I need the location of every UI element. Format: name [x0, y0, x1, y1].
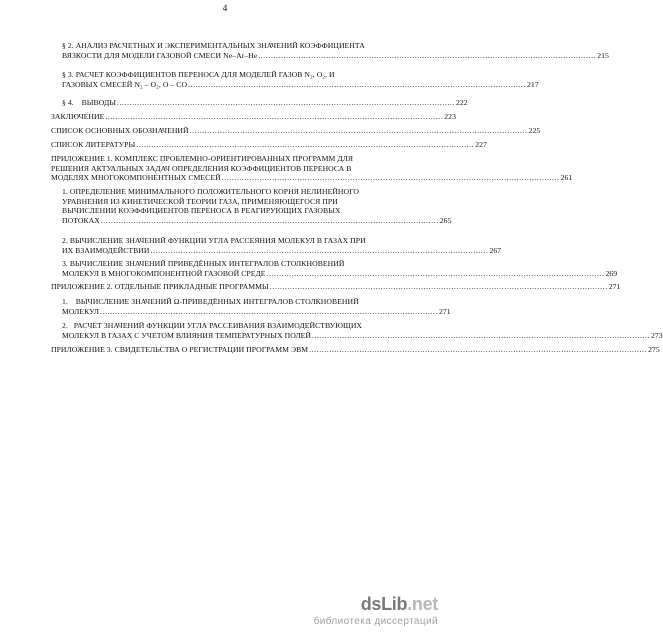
dot-leader: ...................................................................................................................................... — [269, 282, 608, 291]
toc-page-number: 227 — [475, 140, 487, 149]
toc-entry-text: 1. ВЫЧИСЛЕНИЕ ЗНАЧЕНИЙ Ω-ПРИВЕДЁННЫХ ИНТЕГРАЛОВ СТОЛКНОВЕНИЙ — [62, 297, 359, 306]
dot-leader: ...................................................................................................................................... — [188, 79, 526, 89]
toc-entry-text: МОДЕЛЯХ МНОГОКОМПОНЕНТНЫХ СМЕСЕЙ — [51, 173, 221, 183]
dot-leader: ...................................................................................................................................... — [136, 140, 475, 149]
dot-leader: ...................................................................................................................................... — [150, 245, 489, 255]
toc-entry-appendix-2 — [51, 282, 621, 292]
toc-entry-text: ПРИЛОЖЕНИЕ 2. ОТДЕЛЬНЫЕ ПРИКЛАДНЫЕ ПРОГРАММЫ — [51, 282, 269, 291]
toc-entry-notation — [51, 126, 541, 136]
toc-entry-text: СПИСОК ОСНОВНЫХ ОБОЗНАЧЕНИЙ — [51, 126, 189, 135]
toc-entry-text: § 4. ВЫВОДЫ — [62, 98, 116, 107]
toc-entry-text: 1. ОПРЕДЕЛЕНИЕ МИНИМАЛЬНОГО ПОЛОЖИТЕЛЬНОГО КОРНЯ НЕЛИНЕЙНОГО — [62, 187, 360, 196]
toc-page-number: 271 — [608, 282, 621, 291]
toc-entry-section-4 — [62, 98, 468, 108]
toc-entry-appendix-3 — [51, 345, 660, 355]
dot-leader: ...................................................................................................................................... — [105, 112, 444, 121]
toc-entry-appendix-1 — [51, 154, 573, 183]
dot-leader: ...................................................................................................................................... — [309, 345, 648, 354]
toc-page-number: 265 — [439, 215, 452, 225]
toc-entry-text: § 3. РАСЧЕТ КОЭФФИЦИЕНТОВ ПЕРЕНОСА ДЛЯ МОДЕЛЕЙ ГАЗОВ N₂, O₂, И — [62, 70, 335, 79]
toc-entry-section-2 — [62, 41, 609, 60]
dot-leader: ...................................................................................................................................... — [258, 50, 597, 60]
toc-entry-text: ПОТОКАХ — [62, 215, 100, 225]
dot-leader: ...................................................................................................................................... — [312, 330, 650, 340]
dot-leader: ...................................................................................................................................... — [189, 126, 528, 135]
watermark-logo[interactable] — [361, 594, 438, 615]
toc-entry-text: ПРИЛОЖЕНИЕ 1. КОМПЛЕКС ПРОБЛЕМНО-ОРИЕНТИРОВАННЫХ ПРОГРАММ ДЛЯ — [51, 154, 354, 163]
watermark-subtitle: библиотека диссертаций — [313, 616, 438, 627]
watermark-logo-suffix: .net — [407, 594, 438, 614]
toc-entry-references — [51, 140, 487, 150]
toc-entry-text: МОЛЕКУЛ — [62, 306, 100, 316]
toc-entry-text: ВЯЗКОСТИ ДЛЯ МОДЕЛИ ГАЗОВОЙ СМЕСИ Ne–Ar–He — [62, 50, 258, 60]
toc-entry-text: ЗАКЛЮЧЕНИЕ — [51, 112, 105, 121]
dot-leader: ...................................................................................................................................... — [100, 215, 439, 225]
toc-entry-appendix-2-item-2 — [62, 321, 663, 340]
toc-page-number: 223 — [444, 112, 456, 121]
toc-entry-text: ГАЗОВЫХ СМЕСЕЙ N₂ – O₂, O – CO — [62, 79, 188, 89]
toc-entry-text: ПРИЛОЖЕНИЕ 3. СВИДЕТЕЛЬСТВА О РЕГИСТРАЦИИ ПРОГРАММ ЭВМ — [51, 345, 309, 354]
watermark-logo-main: dsLib — [360, 594, 408, 614]
toc-entry-text: МОЛЕКУЛ В МНОГОКОМПОНЕНТНОЙ ГАЗОВОЙ СРЕДЕ — [62, 268, 266, 278]
toc-page-number: 261 — [560, 173, 573, 183]
toc-entry-text: ВЫЧИСЛЕНИИ КОЭФФИЦИЕНТОВ ПЕРЕНОСА В РЕАГИРУЮЩИХ ГАЗОВЫХ — [62, 206, 341, 216]
page-number: 4 — [222, 4, 228, 14]
toc-entry-conclusion — [51, 112, 456, 122]
dot-leader: ...................................................................................................................................... — [117, 98, 455, 107]
dot-leader: ...................................................................................................................................... — [221, 173, 560, 183]
toc-page-number: 269 — [605, 268, 618, 278]
toc-page-number: 217 — [526, 79, 539, 89]
toc-page-number: 267 — [489, 245, 502, 255]
toc-page-number: 275 — [648, 345, 660, 354]
toc-page-number: 222 — [455, 98, 468, 107]
toc-entry-appendix-2-item-1 — [62, 297, 451, 316]
toc-page-number: 271 — [438, 306, 451, 316]
toc-entry-appendix-1-item-1 — [62, 187, 452, 225]
toc-entry-text: РЕШЕНИЯ АКТУАЛЬНЫХ ЗАДАЧ ОПРЕДЕЛЕНИЯ КОЭФФИЦИЕНТОВ ПЕРЕНОСА В — [51, 163, 352, 173]
toc-entry-text: 2. ВЫЧИСЛЕНИЕ ЗНАЧЕНИЙ ФУНКЦИИ УГЛА РАССЕЯНИЯ МОЛЕКУЛ В ГАЗАХ ПРИ — [62, 236, 366, 245]
toc-entry-text: 2. РАСЧЕТ ЗНАЧЕНИЙ ФУНКЦИИ УГЛА РАССЕИВАНИЯ ВЗАИМОДЕЙСТВУЮЩИХ — [62, 321, 363, 330]
toc-entry-appendix-1-item-3 — [62, 259, 618, 278]
toc-entry-text: 3. ВЫЧИСЛЕНИЕ ЗНАЧЕНИЙ ПРИВЕДЁННЫХ ИНТЕГРАЛОВ СТОЛКНОВЕНИЙ — [62, 259, 345, 268]
toc-page-number: 225 — [528, 126, 541, 135]
toc-entry-text: УРАВНЕНИЯ ИЗ КИНЕТИЧЕСКОЙ ТЕОРИИ ГАЗА, ПРИМЕНЯЮЩЕГОСЯ ПРИ — [62, 196, 338, 206]
dot-leader: ...................................................................................................................................... — [266, 268, 605, 278]
toc-entry-appendix-1-item-2 — [62, 236, 502, 255]
toc-page-number: 215 — [597, 50, 609, 60]
dot-leader: ...................................................................................................................................... — [100, 306, 438, 316]
toc-entry-section-3 — [62, 70, 539, 89]
toc-entry-text: СПИСОК ЛИТЕРАТУРЫ — [51, 140, 136, 149]
toc-entry-text: ИХ ВЗАИМОДЕЙСТВИИ — [62, 245, 150, 255]
toc-entry-text: § 2. АНАЛИЗ РАСЧЕТНЫХ И ЭКСПЕРИМЕНТАЛЬНЫХ ЗНАЧЕНИЙ КОЭФФИЦИЕНТА — [62, 41, 365, 50]
toc-page-number: 273 — [650, 330, 663, 340]
toc-entry-text: МОЛЕКУЛ В ГАЗАХ С УЧЕТОМ ВЛИЯНИЯ ТЕМПЕРАТУРНЫХ ПОЛЕЙ — [62, 330, 312, 340]
